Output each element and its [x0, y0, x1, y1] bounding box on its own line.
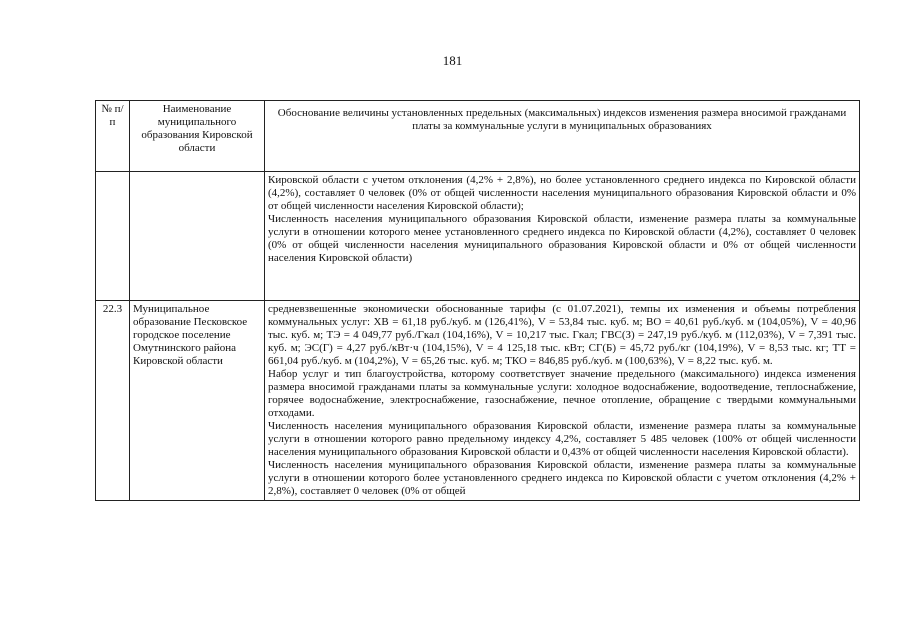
name-line: Омутнинского района [133, 342, 237, 354]
row-name [130, 301, 265, 501]
row-justification [265, 301, 860, 501]
paragraph: Набор услуг и тип благоустройства, которому соответствует значение предельного (максимального) индекса изменения размера вносимой гражданами платы за коммунальные услуги: холодное водоснабжение, водоотведение, теплоснабжение, горячее водоснабжение, электроснабжение, газоснабжение, печное отопление, обращение с твердыми коммунальными отходами. [268, 368, 856, 419]
tariff-justification-table [95, 100, 860, 501]
header-municipality-name: Наименование муниципального образования Кировской области [130, 101, 265, 172]
paragraph: Численность населения муниципального образования Кировской области, изменение размера платы за коммунальные услуги в отношении которого менее установленного среднего индекса по Кировской области (4,2%), составляет 0 человек (0% от общей численности населения муниципального образования Кировской области и 0% от общей численности населения Кировской области) [268, 213, 856, 264]
header-number: № п/п [96, 101, 130, 172]
paragraph: Численность населения муниципального образования Кировской области, изменение размера платы за коммунальные услуги в отношении которого более установленного среднего индекса по Кировской области с учетом отклонения (4,2% + 2,8%), составляет 0 человек (0% от общей [268, 459, 856, 497]
name-line: Кировской области [133, 355, 223, 367]
table-row [96, 172, 860, 301]
row-justification [265, 172, 860, 301]
paragraph: средневзвешенные экономически обоснованные тарифы (с 01.07.2021), темпы их изменения и объемы потребления коммунальных услуг: ХВ = 61,18 руб./куб. м (126,41%), V = 53,84 тыс. куб. м; ВО = 40,61 руб./куб. м (104,05%), V = 40,96 тыс. куб. м; ТЭ = 4 049,77 руб./Гкал (104,16%), V = 10,217 тыс. Гкал; ГВС(З) = 247,19 руб./куб. м (112,03%), V = 7,391 тыс. куб. м; ЭС(Г) = 4,27 руб./кВт·ч (104,15%), V = 4 125,18 тыс. кВт; СГ(Б) = 45,72 руб./кг (104,19%), V = 8,53 тыс. кг; ТТ = 661,04 руб./куб. м (104,2%), V = 65,26 тыс. куб. м; ТКО = 846,85 руб./куб. м (100,63%), V = 8,22 тыс. куб. м. [268, 303, 856, 367]
table-header-row [96, 101, 860, 172]
name-line: городское поселение [133, 329, 231, 341]
name-line: Муниципальное [133, 303, 210, 315]
paragraph: Кировской области с учетом отклонения (4,2% + 2,8%), но более установленного среднего индекса по Кировской области (4,2%), составляет 0 человек (0% от общей численности населения муниципального образования Кировской области и 0% от общей численности населения Кировской области); [268, 174, 856, 212]
row-name [130, 172, 265, 301]
name-line: образование Песковское [133, 316, 248, 328]
page-number: 181 [442, 53, 463, 68]
header-justification: Обоснование величины установленных предельных (максимальных) индексов изменения размера вносимой гражданами платы за коммунальные услуги в муниципальных образованиях [265, 101, 860, 172]
table-row [96, 301, 860, 501]
row-number: 22.3 [96, 301, 130, 501]
paragraph: Численность населения муниципального образования Кировской области, изменение размера платы за коммунальные услуги в отношении которого равно предельному индексу 4,2%, составляет 5 485 человек (100% от общей численности населения муниципального образования Кировской области и 0,43% от общей численности населения Кировской области). [268, 420, 856, 458]
row-number [96, 172, 130, 301]
